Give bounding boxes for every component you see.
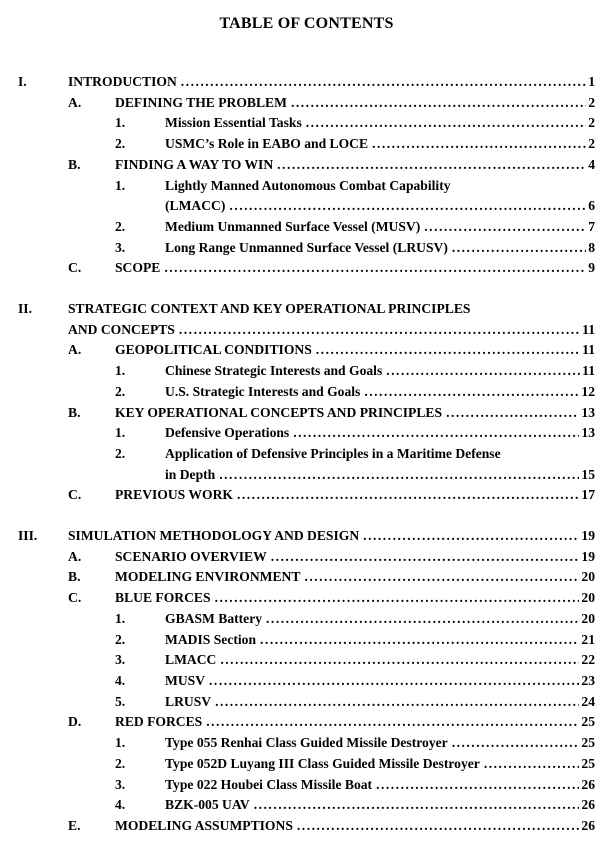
toc-entry-content bbox=[165, 217, 595, 238]
toc-entry-number: 2. bbox=[115, 136, 126, 152]
toc-entry-line bbox=[115, 403, 595, 424]
dot-leader bbox=[297, 816, 580, 837]
toc-entry bbox=[18, 155, 595, 176]
toc-entry-line bbox=[165, 671, 595, 692]
toc-entry-number: II. bbox=[18, 301, 32, 317]
toc-entry-title: Type 022 Houbei Class Missile Boat bbox=[165, 776, 373, 792]
toc-entry-page: 17 bbox=[581, 487, 595, 503]
toc-entry-page: 11 bbox=[582, 363, 595, 379]
toc-entry-title: Type 052D Luyang III Class Guided Missile Destroyer bbox=[165, 755, 480, 771]
toc-entry-number: 1. bbox=[115, 735, 126, 751]
toc-entry-line bbox=[165, 134, 595, 155]
toc-entry-line bbox=[165, 423, 595, 444]
toc-entry bbox=[18, 423, 595, 444]
toc-entry bbox=[18, 485, 595, 506]
toc-entry-line bbox=[165, 382, 595, 403]
toc-entry-content bbox=[115, 258, 595, 279]
toc-entry-title: Defensive Operations bbox=[165, 425, 290, 441]
dot-leader bbox=[277, 155, 586, 176]
toc-entry-line bbox=[165, 465, 595, 486]
toc-entry bbox=[18, 299, 595, 340]
toc-entry bbox=[18, 444, 595, 485]
toc-entry-number: B. bbox=[68, 569, 81, 585]
toc-entry-title: (LMACC) bbox=[165, 198, 226, 214]
toc-entry bbox=[18, 258, 595, 279]
toc-entry-content bbox=[68, 72, 595, 93]
toc-entry-line bbox=[68, 526, 595, 547]
dot-leader bbox=[293, 423, 579, 444]
toc-entry-page: 20 bbox=[581, 610, 595, 626]
toc-entry-title: STRATEGIC CONTEXT AND KEY OPERATIONAL PRINCIPLES bbox=[68, 301, 471, 317]
toc-entry-page: 4 bbox=[588, 156, 595, 172]
toc-entry-number: 1. bbox=[115, 115, 126, 131]
toc-entry-content bbox=[68, 299, 595, 340]
toc-entry-title: RED FORCES bbox=[115, 714, 203, 730]
toc-entry-title: DEFINING THE PROBLEM bbox=[115, 94, 287, 110]
toc-entry-page: 25 bbox=[581, 714, 595, 730]
toc-entry-number: 2. bbox=[115, 445, 126, 461]
toc-entry-line bbox=[165, 775, 595, 796]
toc-entry-number: 1. bbox=[115, 610, 126, 626]
toc-entry bbox=[18, 671, 595, 692]
toc-entry bbox=[18, 72, 595, 93]
toc-entry bbox=[18, 382, 595, 403]
toc-entry-line bbox=[115, 712, 595, 733]
toc-entry-page: 25 bbox=[581, 735, 595, 751]
toc-entry-title: Mission Essential Tasks bbox=[165, 115, 302, 131]
toc-entry bbox=[18, 238, 595, 259]
dot-leader bbox=[386, 361, 580, 382]
toc-entry-number: B. bbox=[68, 404, 81, 420]
toc-entry-title: MUSV bbox=[165, 672, 206, 688]
toc-entry-number: C. bbox=[68, 590, 82, 606]
toc-entry-page: 26 bbox=[581, 776, 595, 792]
dot-leader bbox=[363, 526, 579, 547]
dot-leader bbox=[237, 485, 579, 506]
toc-entry bbox=[18, 134, 595, 155]
dot-leader bbox=[376, 775, 579, 796]
toc-entry-content bbox=[165, 609, 595, 630]
dot-leader bbox=[372, 134, 586, 155]
toc-entry-page: 13 bbox=[581, 425, 595, 441]
toc-entry-number: 2. bbox=[115, 218, 126, 234]
toc-entry-title: BZK-005 UAV bbox=[165, 797, 250, 813]
toc-entry-page: 7 bbox=[588, 218, 595, 234]
toc-entry-number: 2. bbox=[115, 631, 126, 647]
toc-entry-number: A. bbox=[68, 342, 82, 358]
toc-entry bbox=[18, 526, 595, 547]
dot-leader bbox=[219, 465, 579, 486]
toc-entry bbox=[18, 609, 595, 630]
toc-entry bbox=[18, 712, 595, 733]
toc-entry-line bbox=[115, 588, 595, 609]
toc-entry-line bbox=[115, 485, 595, 506]
toc-entry-line bbox=[165, 196, 595, 217]
toc-entry-line bbox=[165, 754, 595, 775]
toc-entry-number: 1. bbox=[115, 363, 126, 379]
toc-entry-title: LMACC bbox=[165, 652, 217, 668]
toc-entry-number: B. bbox=[68, 156, 81, 172]
toc-entry-line bbox=[115, 547, 595, 568]
toc-entry-content bbox=[115, 93, 595, 114]
dot-leader bbox=[179, 320, 580, 341]
toc-entry-page: 6 bbox=[588, 198, 595, 214]
toc-entry-content bbox=[115, 485, 595, 506]
toc-entry-page: 9 bbox=[588, 260, 595, 276]
toc-entry bbox=[18, 547, 595, 568]
toc-entry bbox=[18, 754, 595, 775]
toc-entry-title: INTRODUCTION bbox=[68, 74, 177, 89]
toc-entry-content bbox=[165, 382, 595, 403]
toc-entry-page: 26 bbox=[581, 817, 595, 833]
toc-entry-page: 19 bbox=[581, 528, 595, 544]
toc-entry-title: in Depth bbox=[165, 466, 216, 482]
toc-entry-content bbox=[115, 712, 595, 733]
toc-entry-page: 26 bbox=[581, 797, 595, 813]
toc-entry bbox=[18, 361, 595, 382]
toc-entry bbox=[18, 588, 595, 609]
dot-leader bbox=[206, 712, 579, 733]
dot-leader bbox=[271, 547, 580, 568]
toc-entry-line bbox=[68, 72, 595, 93]
toc-entry-page: 19 bbox=[581, 548, 595, 564]
toc-entry bbox=[18, 775, 595, 796]
toc-entry-content bbox=[115, 816, 595, 837]
dot-leader bbox=[164, 258, 586, 279]
toc-entry-line bbox=[68, 320, 595, 341]
toc-entry bbox=[18, 340, 595, 361]
toc-entry-number: 2. bbox=[115, 383, 126, 399]
toc-entry-page: 25 bbox=[581, 755, 595, 771]
dot-leader bbox=[215, 588, 580, 609]
toc-entry-content bbox=[165, 113, 595, 134]
toc-entry-page: 20 bbox=[581, 569, 595, 585]
dot-leader bbox=[254, 795, 580, 816]
toc-entry-line bbox=[115, 258, 595, 279]
dot-leader bbox=[291, 93, 586, 114]
toc-entry-line bbox=[68, 299, 595, 320]
toc-entry-title: Long Range Unmanned Surface Vessel (LRUSV) bbox=[165, 239, 448, 255]
toc-entry-number: 3. bbox=[115, 239, 126, 255]
toc-entry-page: 15 bbox=[581, 466, 595, 482]
toc-entry-title: GEOPOLITICAL CONDITIONS bbox=[115, 342, 312, 358]
dot-leader bbox=[424, 217, 586, 238]
toc-entry-title: MODELING ASSUMPTIONS bbox=[115, 817, 293, 833]
toc-entry-line bbox=[165, 176, 595, 197]
toc-entry-content bbox=[165, 134, 595, 155]
toc-entry-line bbox=[165, 609, 595, 630]
dot-leader bbox=[266, 609, 579, 630]
toc-entry-line bbox=[165, 444, 595, 465]
dot-leader bbox=[484, 754, 580, 775]
toc-entry-content bbox=[165, 423, 595, 444]
toc-entry-page: 24 bbox=[581, 693, 595, 709]
toc-entry-content bbox=[115, 340, 595, 361]
toc-entry bbox=[18, 733, 595, 754]
toc-entry-number: 3. bbox=[115, 652, 126, 668]
toc-entry-line bbox=[115, 567, 595, 588]
dot-leader bbox=[220, 650, 579, 671]
toc-entry-line bbox=[165, 113, 595, 134]
toc-entry-line bbox=[115, 816, 595, 837]
toc-entry-content bbox=[165, 692, 595, 713]
toc-entry bbox=[18, 692, 595, 713]
toc-entry-content bbox=[165, 444, 595, 485]
toc-entry-line bbox=[165, 630, 595, 651]
toc-entry-number: E. bbox=[68, 817, 81, 833]
toc-entry-number: I. bbox=[18, 74, 27, 89]
toc-entry-line bbox=[165, 795, 595, 816]
toc-entry-page: 21 bbox=[581, 631, 595, 647]
toc-entry-number: 4. bbox=[115, 672, 126, 688]
dot-leader bbox=[364, 382, 579, 403]
toc-entry-line bbox=[165, 692, 595, 713]
toc-entry bbox=[18, 403, 595, 424]
dot-leader bbox=[260, 630, 579, 651]
toc-entry-number: 5. bbox=[115, 693, 126, 709]
dot-leader bbox=[215, 692, 579, 713]
toc-entry-content bbox=[115, 155, 595, 176]
toc-entry-line bbox=[115, 340, 595, 361]
dot-leader bbox=[304, 567, 579, 588]
toc-entry-page: 22 bbox=[581, 652, 595, 668]
toc-entry-line bbox=[165, 733, 595, 754]
toc-entry-number: C. bbox=[68, 260, 82, 276]
toc-entry-content bbox=[165, 238, 595, 259]
toc-entry-number: 3. bbox=[115, 776, 126, 792]
toc-entry-number: 2. bbox=[115, 755, 126, 771]
toc-entry bbox=[18, 567, 595, 588]
toc-entry-content bbox=[115, 588, 595, 609]
dot-leader bbox=[316, 340, 580, 361]
toc-entry-content bbox=[165, 775, 595, 796]
toc-entry bbox=[18, 630, 595, 651]
toc-entry-number: 1. bbox=[115, 177, 126, 193]
toc-entry-content bbox=[165, 795, 595, 816]
toc-entry-title: FINDING A WAY TO WIN bbox=[115, 156, 274, 172]
toc-entry-content bbox=[115, 567, 595, 588]
toc-entry-title: SCENARIO OVERVIEW bbox=[115, 548, 267, 564]
toc-entry-page: 2 bbox=[588, 115, 595, 131]
toc-entry-title: USMC’s Role in EABO and LOCE bbox=[165, 136, 369, 152]
toc-entry bbox=[18, 795, 595, 816]
toc-entry-page: 8 bbox=[588, 239, 595, 255]
toc-entry-content bbox=[165, 754, 595, 775]
toc-entry-line bbox=[165, 238, 595, 259]
toc-entry-title: AND CONCEPTS bbox=[68, 321, 175, 337]
dot-leader bbox=[452, 238, 586, 259]
toc-entry-title: PREVIOUS WORK bbox=[115, 487, 233, 503]
toc-entry-title: GBASM Battery bbox=[165, 610, 263, 626]
toc-entry-content bbox=[165, 630, 595, 651]
toc-entry-content bbox=[115, 547, 595, 568]
toc-entry-content bbox=[165, 671, 595, 692]
toc-entry-line bbox=[165, 217, 595, 238]
toc-entry-line bbox=[165, 650, 595, 671]
toc-entry-title: Application of Defensive Principles in a Maritime Defense bbox=[165, 445, 501, 461]
toc-entry-title: LRUSV bbox=[165, 693, 212, 709]
toc-entry-number: A. bbox=[68, 94, 82, 110]
toc-entry-content bbox=[165, 733, 595, 754]
toc-entry-title: BLUE FORCES bbox=[115, 590, 211, 606]
dot-leader bbox=[181, 72, 586, 93]
toc-entry-content bbox=[165, 361, 595, 382]
toc-entry-page: 20 bbox=[581, 590, 595, 606]
toc-entry-page: 1 bbox=[588, 74, 595, 89]
toc-list bbox=[18, 72, 595, 837]
toc-entry-number: D. bbox=[68, 714, 82, 730]
toc-entry-number: III. bbox=[18, 528, 38, 544]
toc-entry-line bbox=[115, 93, 595, 114]
toc-entry-content bbox=[68, 526, 595, 547]
toc-entry-title: MODELING ENVIRONMENT bbox=[115, 569, 301, 585]
toc-entry-title: Lightly Manned Autonomous Combat Capability bbox=[165, 177, 451, 193]
toc-entry-page: 11 bbox=[582, 321, 595, 337]
toc-entry-line bbox=[165, 361, 595, 382]
toc-entry-title: SIMULATION METHODOLOGY AND DESIGN bbox=[68, 528, 360, 544]
toc-entry-page: 23 bbox=[581, 672, 595, 688]
toc-entry-title: Chinese Strategic Interests and Goals bbox=[165, 363, 383, 379]
page-title: TABLE OF CONTENTS bbox=[219, 15, 394, 32]
toc-entry-page: 13 bbox=[581, 404, 595, 420]
dot-leader bbox=[446, 403, 579, 424]
toc-entry-number: 4. bbox=[115, 797, 126, 813]
toc-entry-number: A. bbox=[68, 548, 82, 564]
toc-entry-content bbox=[115, 403, 595, 424]
toc-entry bbox=[18, 176, 595, 217]
toc-entry-page: 2 bbox=[588, 94, 595, 110]
toc-entry-number: C. bbox=[68, 487, 82, 503]
toc-entry bbox=[18, 113, 595, 134]
toc-entry-title: Type 055 Renhai Class Guided Missile Destroyer bbox=[165, 735, 448, 751]
toc-entry bbox=[18, 93, 595, 114]
toc-entry bbox=[18, 650, 595, 671]
toc-entry-title: Medium Unmanned Surface Vessel (MUSV) bbox=[165, 218, 421, 234]
dot-leader bbox=[306, 113, 586, 134]
toc-entry-title: U.S. Strategic Interests and Goals bbox=[165, 383, 361, 399]
toc-entry bbox=[18, 217, 595, 238]
toc-entry-number: 1. bbox=[115, 425, 126, 441]
toc-entry-content bbox=[165, 176, 595, 217]
toc-entry-page: 12 bbox=[581, 383, 595, 399]
toc-entry bbox=[18, 816, 595, 837]
toc-entry-title: SCOPE bbox=[115, 260, 161, 276]
toc-entry-page: 2 bbox=[588, 136, 595, 152]
dot-leader bbox=[229, 196, 586, 217]
toc-entry-title: KEY OPERATIONAL CONCEPTS AND PRINCIPLES bbox=[115, 404, 443, 420]
toc-entry-page: 11 bbox=[582, 342, 595, 358]
dot-leader bbox=[452, 733, 580, 754]
toc-entry-content bbox=[165, 650, 595, 671]
toc-entry-line bbox=[115, 155, 595, 176]
toc-entry-title: MADIS Section bbox=[165, 631, 257, 647]
dot-leader bbox=[209, 671, 579, 692]
